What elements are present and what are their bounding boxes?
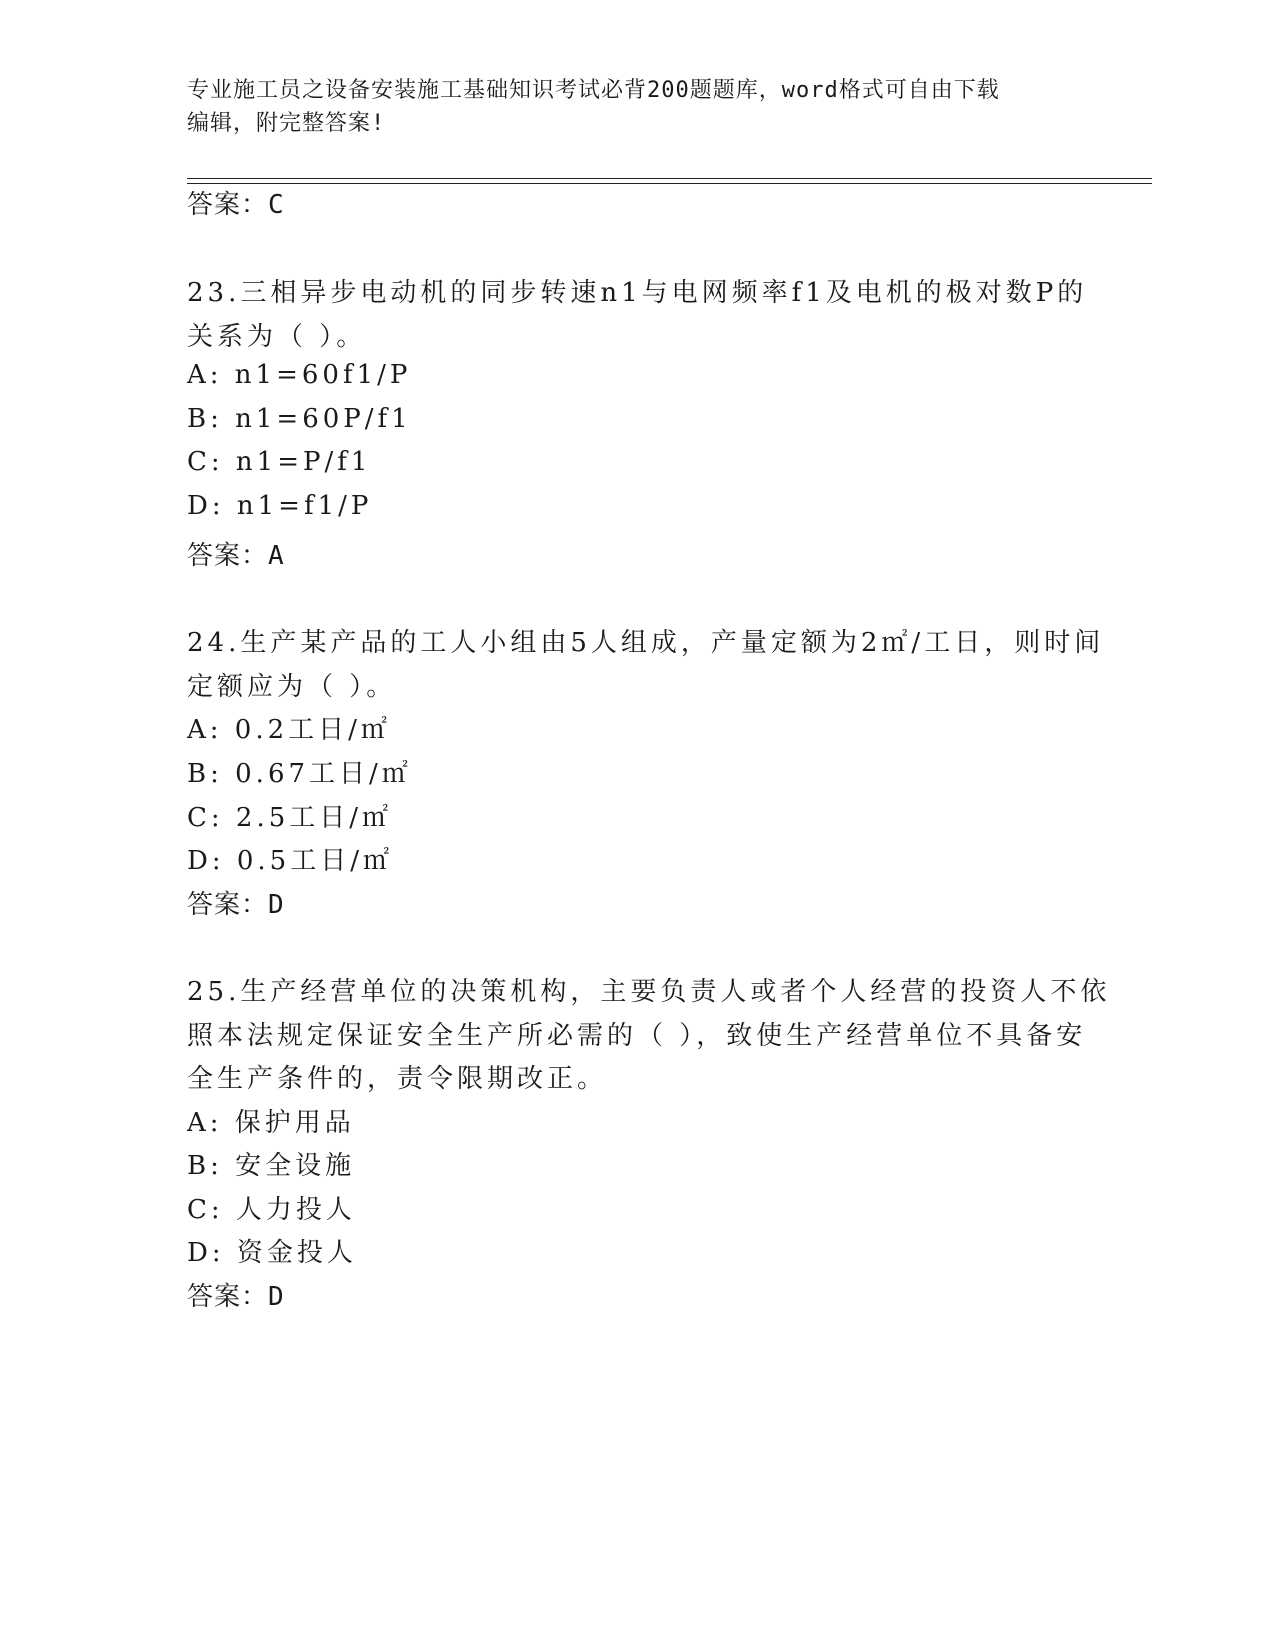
question-24-option-a: A: 0.2工日/㎡ [187, 715, 391, 745]
question-25-answer: 答案：D [187, 1282, 285, 1312]
question-24-option-b: B: 0.67工日/㎡ [187, 759, 412, 789]
answer-previous: 答案：C [187, 190, 285, 220]
question-24-stem-line-2: 定额应为（ ）。 [187, 672, 397, 702]
question-23-option-c: C: n1=P/f1 [187, 447, 372, 477]
question-23-option-a: A: n1=60f1/P [187, 360, 412, 390]
question-24-stem-line-1: 24.生产某产品的工人小组由5人组成，产量定额为2㎡/工日，则时间 [187, 628, 1105, 658]
header-divider-top [187, 178, 1152, 179]
question-23-option-d: D: n1=f1/P [187, 491, 373, 521]
question-25-option-d: D: 资金投人 [187, 1238, 357, 1268]
question-24-option-d: D: 0.5工日/㎡ [187, 846, 393, 876]
question-25-option-b: B: 安全设施 [187, 1151, 356, 1181]
question-23-option-b: B: n1=60P/f1 [187, 404, 412, 434]
header-divider-bottom [187, 183, 1152, 184]
question-25-stem-line-1: 25.生产经营单位的决策机构，主要负责人或者个人经营的投资人不依 [187, 977, 1111, 1007]
question-25-stem-line-2: 照本法规定保证安全生产所必需的（ ），致使生产经营单位不具备安 [187, 1021, 1087, 1051]
question-23-stem-line-2: 关系为（ ）。 [187, 322, 367, 352]
header-line-2: 编辑，附完整答案! [187, 111, 386, 136]
question-24-answer: 答案：D [187, 890, 285, 920]
question-23-answer: 答案：A [187, 541, 285, 571]
question-25-option-c: C: 人力投人 [187, 1195, 356, 1225]
question-24-option-c: C: 2.5工日/㎡ [187, 803, 393, 833]
question-23-stem-line-1: 23.三相异步电动机的同步转速n1与电网频率f1及电机的极对数P的 [187, 278, 1088, 308]
header-line-1: 专业施工员之设备安装施工基础知识考试必背200题题库，word格式可自由下载 [187, 78, 1000, 103]
document-header [187, 74, 1067, 140]
question-25-option-a: A: 保护用品 [187, 1108, 355, 1138]
question-25-stem-line-3: 全生产条件的，责令限期改正。 [187, 1064, 608, 1094]
